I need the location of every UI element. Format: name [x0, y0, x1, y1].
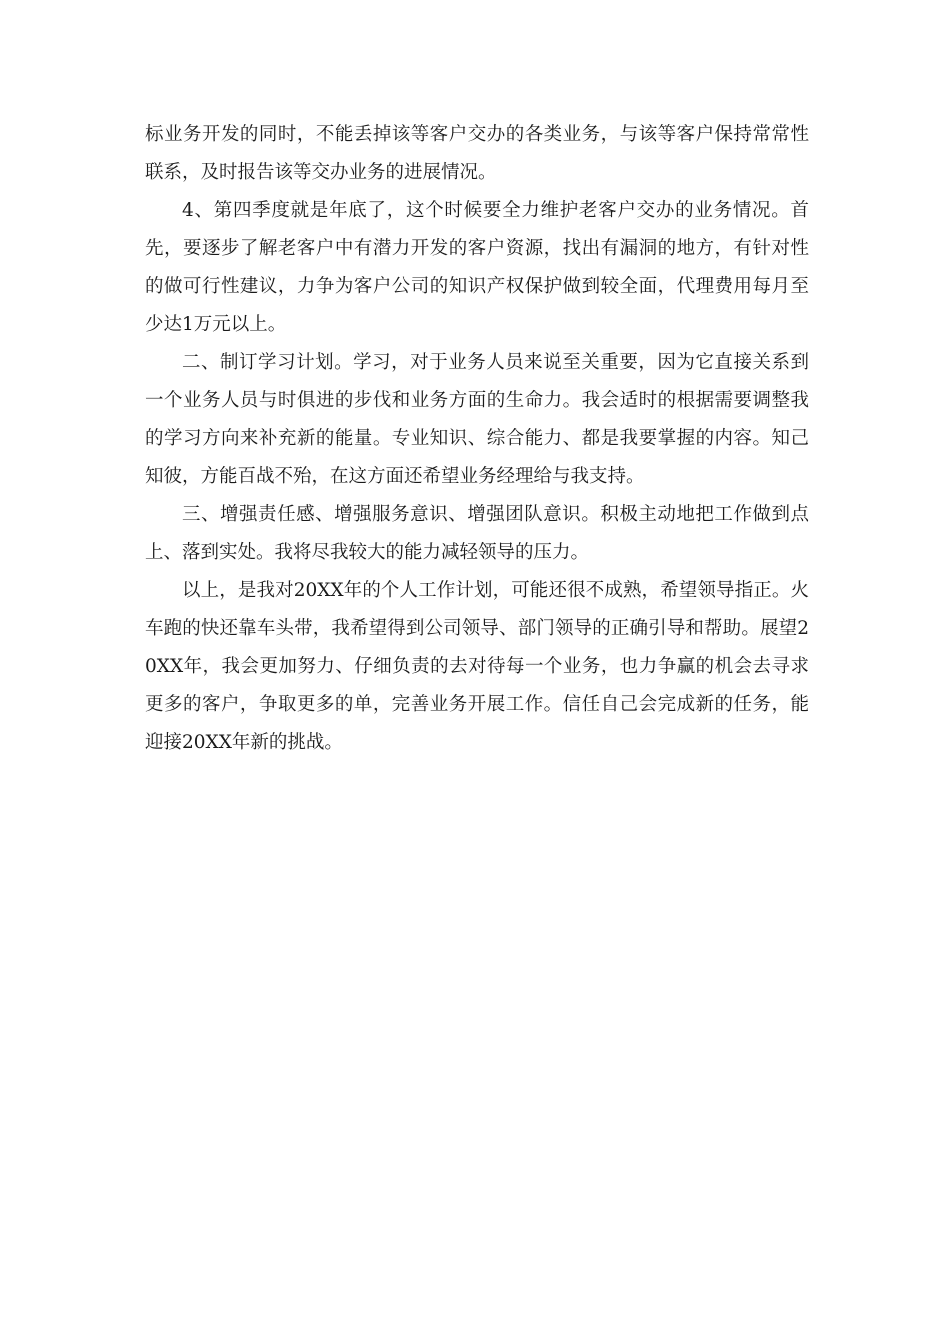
paragraph-continuation: 标业务开发的同时，不能丢掉该等客户交办的各类业务，与该等客户保持常常性联系，及时报告该等交办业务的进展情况。: [145, 124, 809, 183]
paragraph-q4-clients: 4、第四季度就是年底了，这个时候要全力维护老客户交办的业务情况。首先，要逐步了解老客户中有潜力开发的客户资源，找出有漏洞的地方，有针对性的做可行性建议，力争为客户公司的知识产权保护做到较全面，代理费用每月至少达1万元以上。: [145, 200, 809, 335]
paragraph-responsibility: 三、增强责任感、增强服务意识、增强团队意识。积极主动地把工作做到点上、落到实处。我将尽我较大的能力减轻领导的压力。: [145, 504, 809, 563]
document-body: [145, 116, 809, 762]
paragraph-study-plan: 二、制订学习计划。学习，对于业务人员来说至关重要，因为它直接关系到一个业务人员与时俱进的步伐和业务方面的生命力。我会适时的根据需要调整我的学习方向来补充新的能量。专业知识、综合能力、都是我要掌握的内容。知己知彼，方能百战不殆，在这方面还希望业务经理给与我支持。: [145, 352, 809, 487]
paragraph-conclusion: 以上，是我对20XX年的个人工作计划，可能还很不成熟，希望领导指正。火车跑的快还靠车头带，我希望得到公司领导、部门领导的正确引导和帮助。展望20XX年，我会更加努力、仔细负责的去对待每一个业务，也力争赢的机会去寻求更多的客户，争取更多的单，完善业务开展工作。信任自己会完成新的任务，能迎接20XX年新的挑战。: [145, 580, 809, 753]
